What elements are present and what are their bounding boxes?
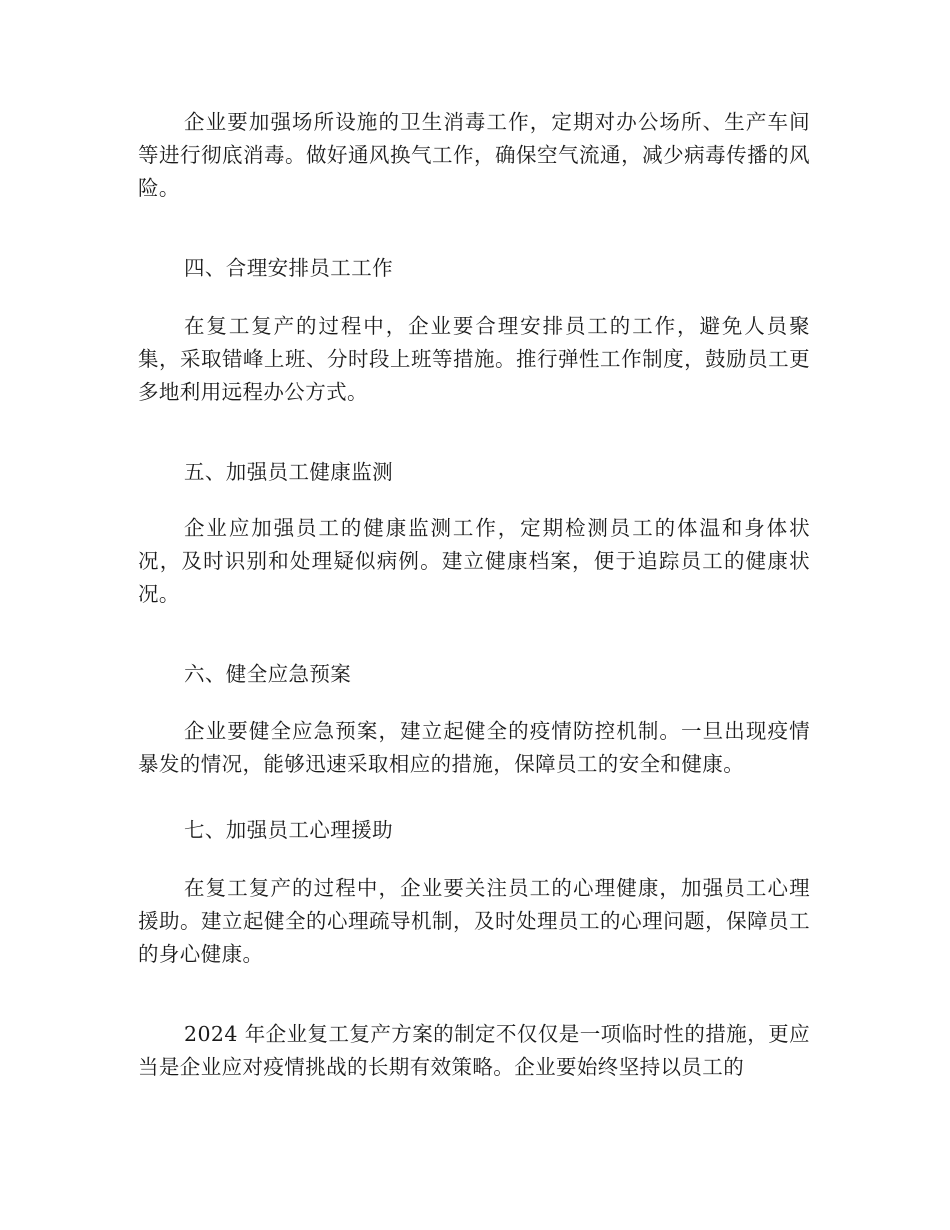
heading-section-4: 四、合理安排员工工作 [184, 256, 393, 280]
paragraph-conclusion: 2024 年企业复工复产方案的制定不仅仅是一项临时性的措施，更应当是企业应对疫情挑战的长期有效策略。企业要始终坚持以员工的 [138, 1022, 810, 1079]
heading-section-6: 六、健全应急预案 [184, 662, 352, 686]
heading-section-5: 五、加强员工健康监测 [184, 460, 393, 484]
heading-section-7: 七、加强员工心理援助 [184, 818, 393, 842]
paragraph-staff-arrangement: 在复工复产的过程中，企业要合理安排员工的工作，避免人员聚集，采取错峰上班、分时段上班等措施。推行弹性工作制度，鼓励员工更多地利用远程办公方式。 [138, 314, 810, 404]
paragraph-emergency-plan: 企业要健全应急预案，建立起健全的疫情防控机制。一旦出现疫情暴发的情况，能够迅速采取相应的措施，保障员工的安全和健康。 [138, 719, 810, 776]
paragraph-health-monitoring: 企业应加强员工的健康监测工作，定期检测员工的体温和身体状况，及时识别和处理疑似病例。建立健康档案，便于追踪员工的健康状况。 [138, 516, 810, 606]
paragraph-sanitation: 企业要加强场所设施的卫生消毒工作，定期对办公场所、生产车间等进行彻底消毒。做好通风换气工作，确保空气流通，减少病毒传播的风险。 [138, 110, 810, 200]
paragraph-psychological-aid: 在复工复产的过程中，企业要关注员工的心理健康，加强员工心理援助。建立起健全的心理疏导机制，及时处理员工的心理问题，保障员工的身心健康。 [138, 876, 810, 966]
